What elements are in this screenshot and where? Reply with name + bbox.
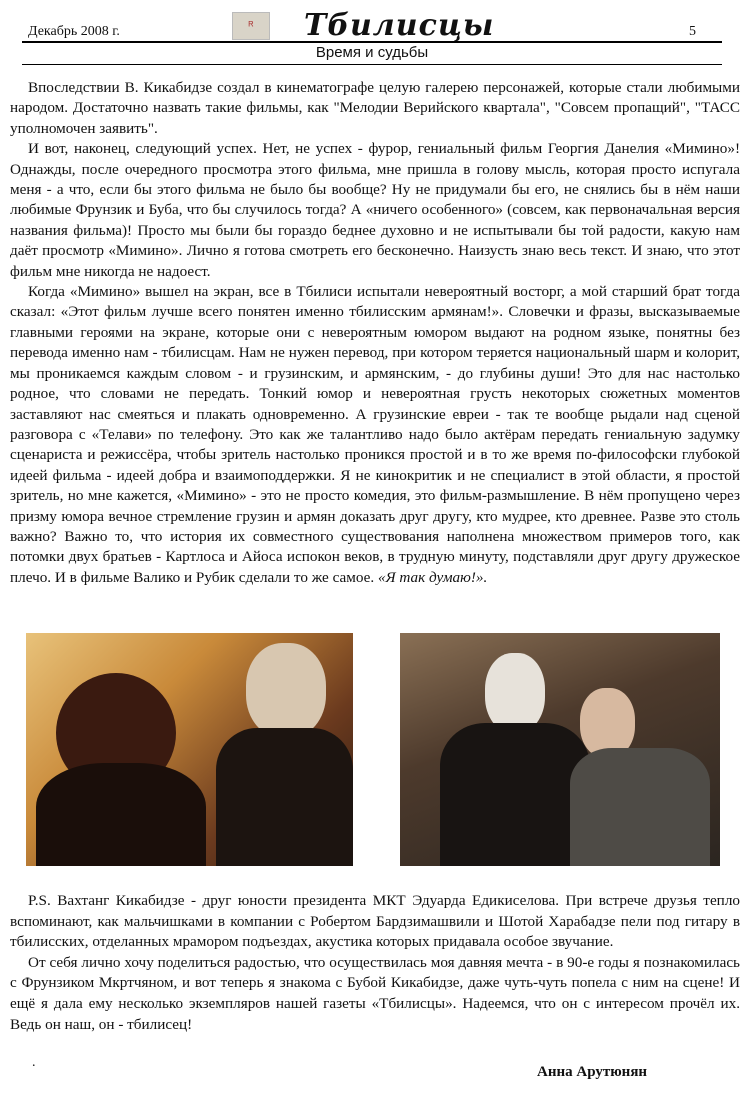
newspaper-title: Тбилисцы (304, 8, 495, 43)
article-paragraph: Впоследствии В. Кикабидзе создал в кинематографе целую галерею персонажей, которые стали любимыми народом. Достаточно назвать такие фильмы, как "Мелодии Верийского квартала", "Совсем пропащий", "ТАСС уполномочен заявить". (10, 79, 740, 137)
photo-figure-man (246, 643, 326, 738)
postscript-paragraph: От себя лично хочу поделиться радостью, что осуществилась моя давняя мечта - в 90-е годы я познакомилась с Фрунзиком Мкртчяном, и вот теперь я знакома с Бубой Кикабидзе, даже чуть-чуть попела с ним на сцене! И ещё я дала ему несколько экземпляров нашей газеты «Тбилисцы». Надеемся, что он с интересом прочёл их. Ведь он наш, он - тбилисец! (10, 953, 740, 1033)
header-rule-bottom (22, 64, 722, 65)
article-paragraph (10, 282, 740, 588)
article-paragraph: И вот, наконец, следующий успех. Нет, не успех - фурор, гениальный фильм Георгия Данелия «Мимино»! Однажды, после очередного просмотра этого фильма, мне пришла в голову мысль, которая просто испугала меня - а что, если бы этого фильма не было бы вообще? Ну не придумали бы его, не снялись бы в нём наши любимые Фрунзик и Буба, что бы случилось тогда? А «ничего особенного» (совсем, как первоначальная версия названия фильма)! Просто мы были бы гораздо беднее духовно и не испытывали бы той радости, какую нам даёт просмотр «Мимино». Лично я готова смотреть его бесконечно. Наизусть знаю весь текст. И знаю, что этот фильм мне никогда не надоест. (10, 140, 740, 280)
closing-quote: «Я так думаю!». (377, 568, 488, 586)
page-number: 5 (689, 24, 696, 39)
postscript (10, 891, 740, 1035)
section-title: Время и судьбы (315, 44, 429, 61)
page-header (22, 10, 722, 70)
stray-dot: . (32, 1055, 36, 1070)
newspaper-emblem-icon: ᴿ (232, 12, 270, 40)
photo-woman-and-kikabidze (26, 633, 353, 866)
photo-two-men (400, 633, 720, 866)
header-rule-top (22, 41, 722, 43)
photo-figure-man-body (216, 728, 353, 866)
photo-figure-right-man-body (570, 748, 710, 866)
photo-figure-left-man-body (440, 723, 590, 866)
photo-figure-left-man (485, 653, 545, 733)
issue-date: Декабрь 2008 г. (28, 24, 120, 39)
article-paragraph-text: Когда «Мимино» вышел на экран, все в Тбилиси испытали невероятный восторг, а мой старший брат тогда сказал: «Этот фильм лучше всего понятен именно тбилисским армянам!». Словечки и фразы, высказываемые главными героями на экране, которые они с невероятным юмором выдают на родном языке, понятны без перевода именно нам - тбилисцам. Нам не нужен перевод, при котором теряется национальный шарм и колорит, мы проникаемся каждым словом - и грузинским, и армянским, - до глубины души! Это для нас настолько родное, что словами не передать. Тонкий юмор и невероятная грусть некоторых сюжетных моментов заставляют нас смеяться и плакать одновременно. А грузинские евреи - так те вообще рыдали над сценой разговора с «Телави» по телефону. Это как же талантливо надо было актёрам передать гениальную задумку сценариста и режиссёра, чтобы зритель настолько проникся простой и в то же время по-философски глубокой идеей фильма - идеей добра и взаимоподдержки. Я не кинокритик и не специалист в этой области, я простой зритель, но мне кажется, «Мимино» - это не просто комедия, это фильм-размышление. В нём пропущено через призму юмора вечное стремление грузин и армян доказать друг другу, кто мудрее, кто древнее. Разве это столь важно? Важно то, что история их совместного существования наполнена множеством примеров того, как потомки двух братьев - Картлоса и Айоса испокон веков, в трудную минуту, подставляли друг другу дружеское плечо. И в фильме Валико и Рубик сделали то же самое. (10, 283, 740, 586)
postscript-paragraph: P.S. Вахтанг Кикабидзе - друг юности президента МКТ Эдуарда Едикиселова. При встрече друзья тепло вспоминают, как мальчишками в компании с Робертом Бардзимашвили и Шотой Харабадзе пели под гитару в тбилисских, отделанных мрамором подъездах, акустика которых придавала особое звучание. (10, 892, 740, 951)
article-body (10, 78, 740, 588)
photo-figure-woman-body (36, 763, 206, 866)
author-signature: Анна Арутюнян (537, 1064, 648, 1080)
